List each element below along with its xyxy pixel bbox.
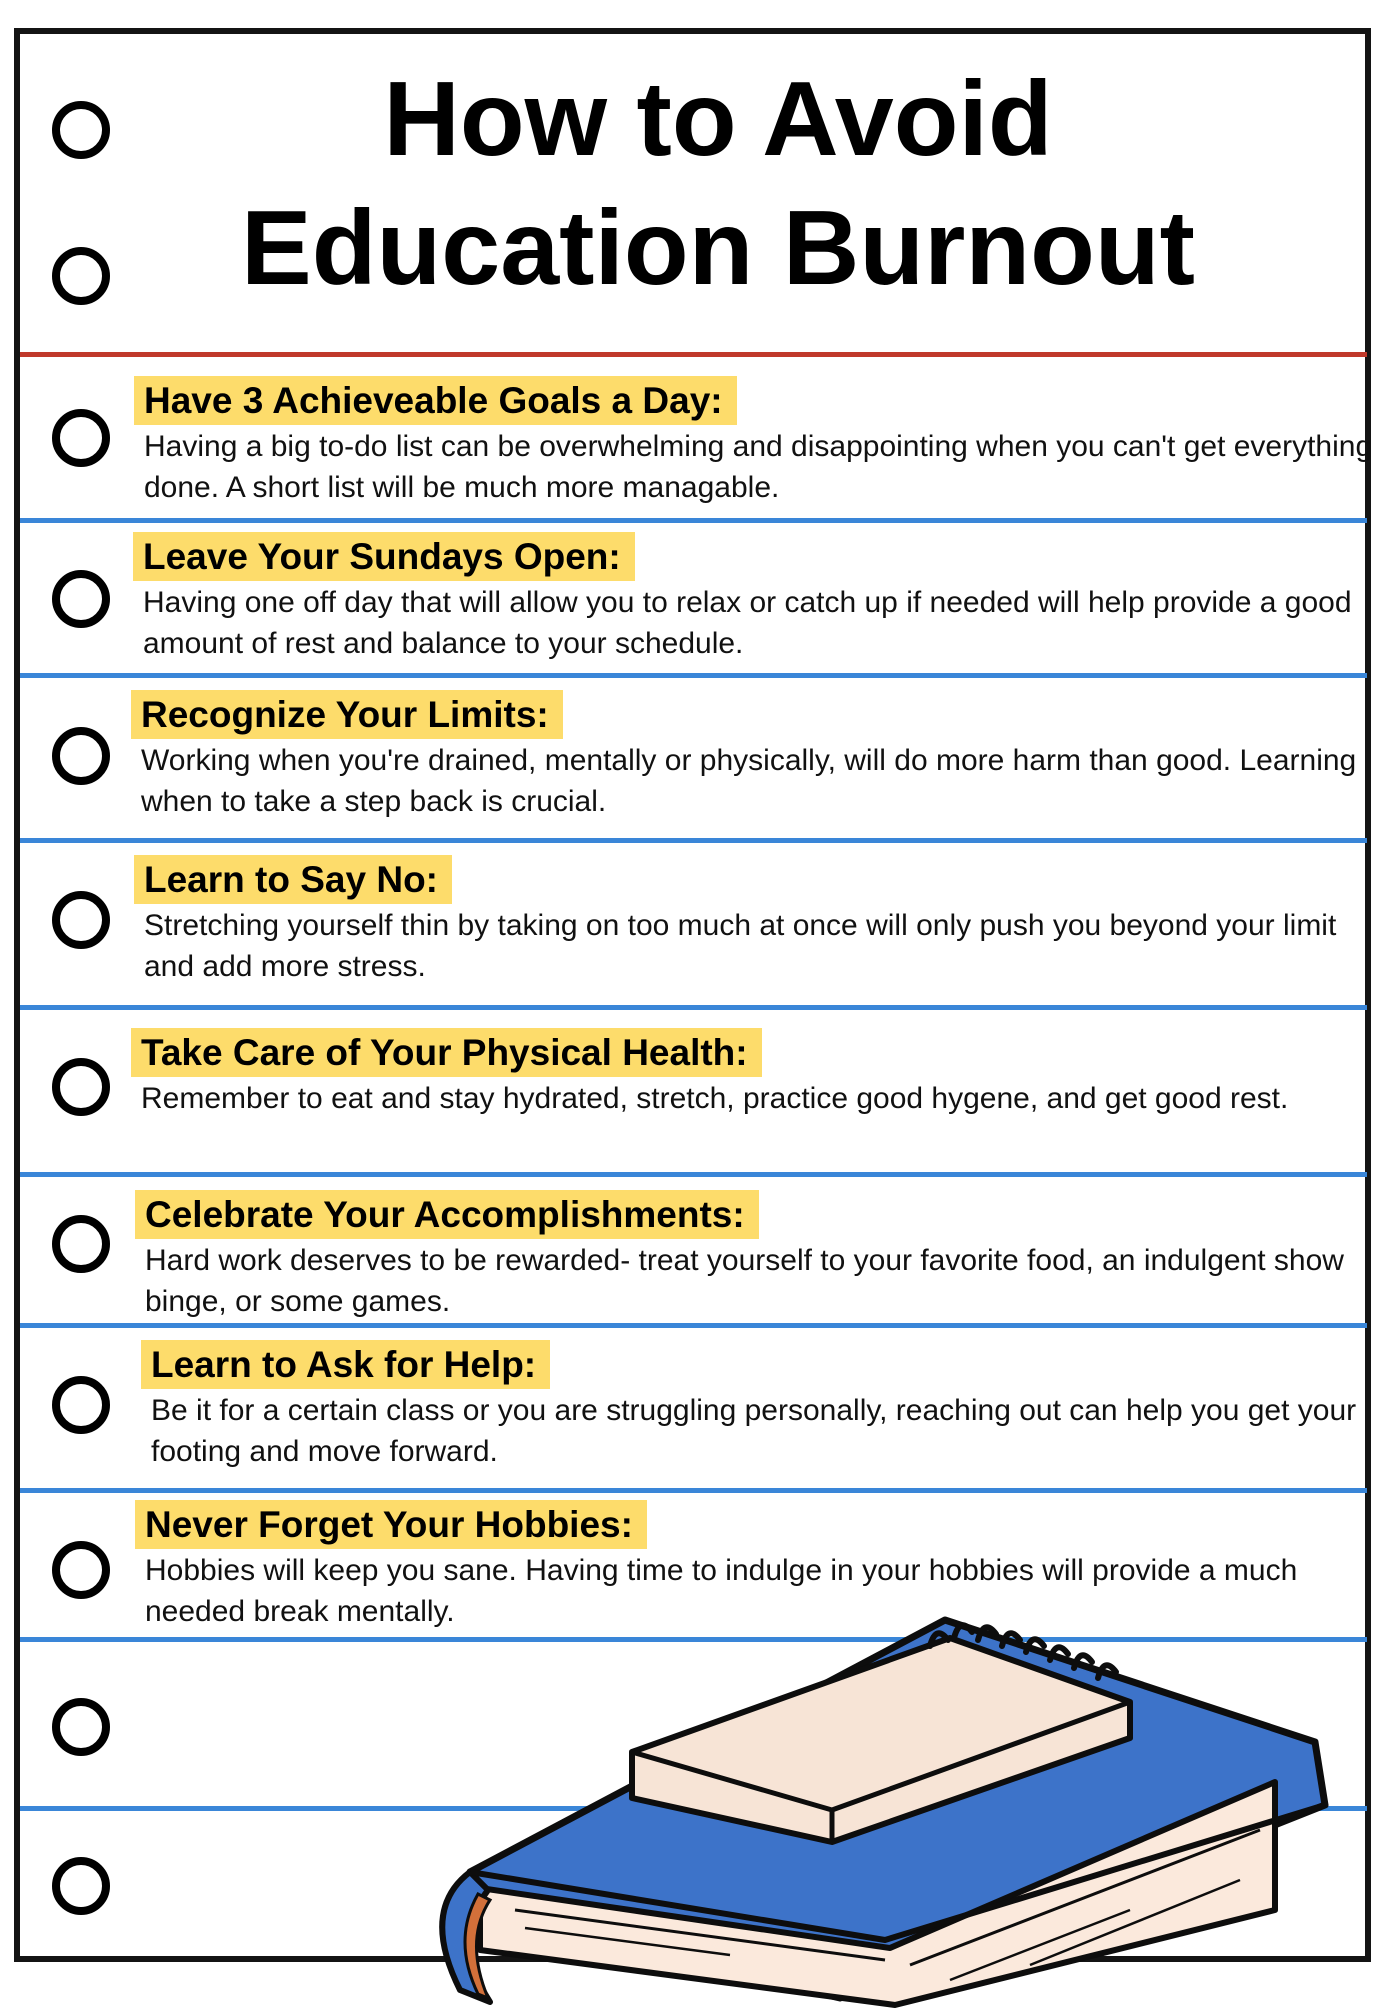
tip-item bbox=[141, 1340, 1391, 1472]
tip-heading: Recognize Your Limits: bbox=[131, 690, 563, 739]
tip-text: Remember to eat and stay hydrated, stretch, practice good hygene, and get good rest. bbox=[141, 1082, 1289, 1115]
tip-heading: Have 3 Achieveable Goals a Day: bbox=[134, 376, 737, 425]
tip-item bbox=[135, 1190, 1385, 1322]
tip-text: Be it for a certain class or you are struggling personally, reaching out can help you get your footing and move forward. bbox=[151, 1394, 1357, 1468]
rule-line bbox=[20, 1488, 1367, 1493]
binder-hole bbox=[52, 727, 110, 785]
binder-hole bbox=[52, 570, 110, 628]
tip-text: Working when you're drained, mentally or physically, will do more harm than good. Learning when to take a step back is crucial. bbox=[141, 744, 1357, 818]
rule-line bbox=[20, 1172, 1367, 1177]
tip-text: Stretching yourself thin by taking on too much at once will only push you beyond your limit and add more stress. bbox=[144, 909, 1337, 983]
title-line-2: Education Burnout bbox=[241, 189, 1195, 307]
rule-line bbox=[20, 838, 1367, 843]
tip-item bbox=[131, 1028, 1381, 1119]
page-title bbox=[148, 55, 1288, 313]
tip-heading: Learn to Ask for Help: bbox=[141, 1340, 550, 1389]
binder-hole bbox=[52, 1058, 110, 1116]
binder-hole bbox=[52, 1541, 110, 1599]
tip-item bbox=[131, 690, 1381, 822]
tip-text: Hard work deserves to be rewarded- treat yourself to your favorite food, an indulgent show binge, or some games. bbox=[145, 1244, 1344, 1318]
tip-heading: Never Forget Your Hobbies: bbox=[135, 1500, 647, 1549]
binder-hole bbox=[52, 891, 110, 949]
binder-hole bbox=[52, 1698, 110, 1756]
binder-hole bbox=[52, 101, 110, 159]
tip-text: Hobbies will keep you sane. Having time to indulge in your hobbies will provide a much needed break mentally. bbox=[145, 1554, 1298, 1628]
tip-heading: Leave Your Sundays Open: bbox=[133, 532, 635, 581]
book-notepad-illustration bbox=[430, 1610, 1330, 2010]
rule-line bbox=[20, 673, 1367, 678]
rule-line bbox=[20, 1323, 1367, 1328]
margin-rule-red bbox=[20, 352, 1367, 357]
binder-hole bbox=[52, 1215, 110, 1273]
tip-text: Having one off day that will allow you to relax or catch up if needed will help provide a good amount of rest and balance to your schedule. bbox=[143, 586, 1352, 660]
title-line-1: How to Avoid bbox=[383, 60, 1053, 178]
binder-hole bbox=[52, 1376, 110, 1434]
binder-hole bbox=[52, 1857, 110, 1915]
rule-line bbox=[20, 1005, 1367, 1010]
binder-hole bbox=[52, 247, 110, 305]
tip-item bbox=[134, 855, 1384, 987]
tip-heading: Learn to Say No: bbox=[134, 855, 452, 904]
tip-text: Having a big to-do list can be overwhelming and disappointing when you can't get everything done. A short list will be much more managable. bbox=[144, 430, 1373, 504]
tip-item bbox=[134, 376, 1384, 508]
tip-heading: Take Care of Your Physical Health: bbox=[131, 1028, 762, 1077]
tip-item bbox=[133, 532, 1383, 664]
binder-hole bbox=[52, 409, 110, 467]
rule-line bbox=[20, 518, 1367, 523]
tip-heading: Celebrate Your Accomplishments: bbox=[135, 1190, 759, 1239]
